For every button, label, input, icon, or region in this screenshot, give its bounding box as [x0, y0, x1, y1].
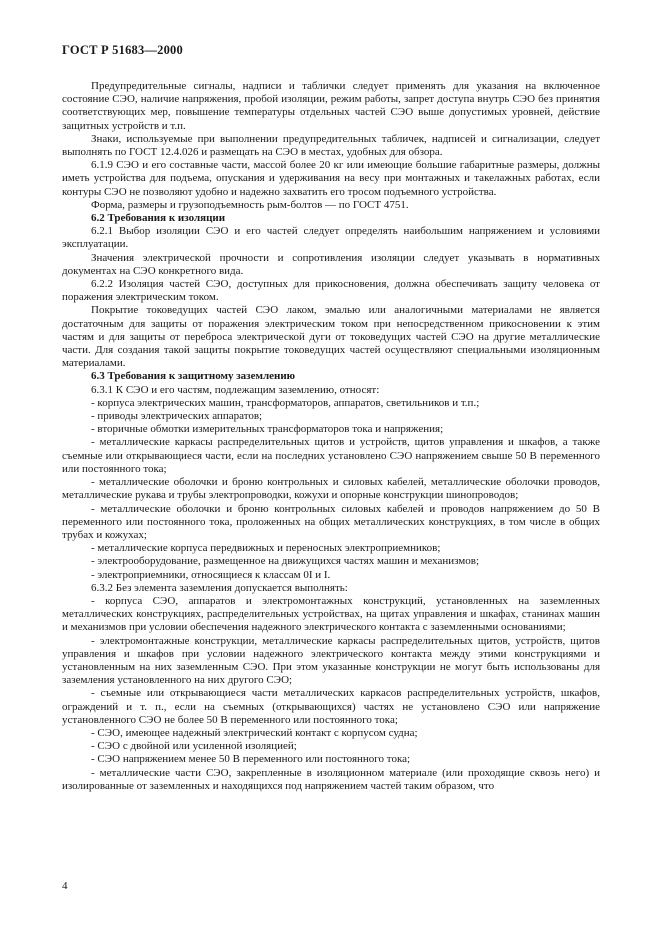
paragraph: Предупредительные сигналы, надписи и таблички следует применять для указания на включенное состояние СЭО, наличие напряжения, пробой изоляции, режим работы, запрет доступа внутрь СЭО без принятия соответствующих мер, повышение температуры отдельных частей СЭО выше допустимых уровней, действие защитных устройств и т.п. [62, 80, 600, 132]
paragraph: - корпуса электрических машин, трансформаторов, аппаратов, светильников и т.п.; [91, 396, 480, 409]
page-header: ГОСТ Р 51683—2000 [62, 43, 183, 57]
paragraph: Знаки, используемые при выполнении предупредительных табличек, надписей и сигнализации, следует выполнять по ГОСТ 12.4.026 и размещать на СЭО в местах, удобных для обзора. [62, 132, 600, 159]
paragraph: - СЭО с двойной или усиленной изоляцией; [91, 740, 297, 753]
paragraph: - электроприемники, относящиеся к классам 0I и I. [91, 568, 331, 581]
paragraph: 6.3.2 Без элемента заземления допускается выполнять: [91, 581, 348, 594]
paragraph: - СЭО напряжением менее 50 В переменного или постоянного тока; [91, 753, 411, 766]
paragraph: 6.2.1 Выбор изоляции СЭО и его частей следует определять наибольшим напряжением и условиями эксплуатации. [62, 225, 600, 251]
section-heading: 6.2 Требования к изоляции [91, 212, 226, 225]
paragraph: - съемные или открывающиеся части металлических каркасов распределительных устройств, шкафов, ограждений и т. п., если на съемных (открывающихся) частях не установлено СЭО или напряжение установленного СЭО не более 50 В переменного или постоянного тока; [62, 687, 600, 726]
page-number: 4 [62, 880, 68, 892]
paragraph: - приводы электрических аппаратов; [91, 410, 263, 423]
paragraph: - металлические части СЭО, закрепленные в изоляционном материале (или проходящие сквозь него) и изолированные от заземленных и находящихся под напряжением частей таким образом, что [62, 766, 600, 792]
paragraph: Покрытие токоведущих частей СЭО лаком, эмалью или аналогичными материалами не является достаточным для защиты от поражения электрическим током при непосредственном прикосновении к этим частям и для защиты от переброса электрической дуги от токоведущих частей СЭО на другие металлические части. Для создания такой защиты покрытие токоведущих частей осуществляют специальными изоляционным материалами. [62, 304, 600, 370]
paragraph: - электромонтажные конструкции, металлические каркасы распределительных щитов, устройств, щитов управления и шкафов при условии надежного электрического контакта между этими конструкциями и установленным на них заземленным СЭО. При этом указанные конструкции не могут быть использованы для заземления установленного на них другого СЭО; [62, 634, 600, 687]
paragraph: - вторичные обмотки измерительных трансформаторов тока и напряжения; [91, 423, 444, 436]
section-heading: 6.3 Требования к защитному заземлению [91, 370, 296, 383]
document-body [62, 66, 600, 793]
paragraph: - электрооборудование, размещенное на движущихся частях машин и механизмов; [91, 555, 480, 568]
paragraph: Значения электрической прочности и сопротивления изоляции следует указывать в нормативных документах на СЭО конкретного вида. [62, 251, 600, 277]
paragraph: 6.1.9 СЭО и его составные части, массой более 20 кг или имеющие большие габаритные размеры, должны иметь устройства для подъема, опускания и удерживания на весу при монтажных и такелажных работах, если контуры СЭО не позволяют удобно и надежно захватить его тросом подъемного устройства. [62, 159, 600, 198]
paragraph: - корпуса СЭО, аппаратов и электромонтажных конструкций, установленных на заземленных металлических конструкциях, распределительных устройствах, на щитах управления и шкафах, станинах машин и механизмов при условии обеспечения надежного электрического контакта с заземленными основаниями; [62, 594, 600, 634]
paragraph: - металлические каркасы распределительных щитов и устройств, щитов управления и шкафов, а также съемные или открывающиеся части, если на последних установлено СЭО напряжением свыше 50 В переменного или постоянного тока; [62, 436, 600, 475]
paragraph: 6.2.2 Изоляция частей СЭО, доступных для прикосновения, должна обеспечивать защиту человека от поражения электрическим током. [62, 278, 600, 304]
paragraph: - металлические оболочки и броню контрольных силовых кабелей и проводов напряжением до 50 В переменного или постоянного тока, проложенных на общих металлических конструкциях, в том числе в общих трубах и кожухах; [62, 502, 600, 541]
paragraph: - СЭО, имеющее надежный электрический контакт с корпусом судна; [91, 726, 418, 739]
paragraph: Форма, размеры и грузоподъемность рым-болтов — по ГОСТ 4751. [91, 198, 409, 211]
paragraph: - металлические оболочки и броню контрольных и силовых кабелей, металлические оболочки проводов, металлические рукава и трубы электропроводки, кожухи и опорные конструкции шинопроводов; [62, 476, 600, 502]
paragraph: 6.3.1 К СЭО и его частям, подлежащим заземлению, относят: [91, 383, 380, 396]
paragraph: - металлические корпуса передвижных и переносных электроприемников; [91, 542, 441, 555]
